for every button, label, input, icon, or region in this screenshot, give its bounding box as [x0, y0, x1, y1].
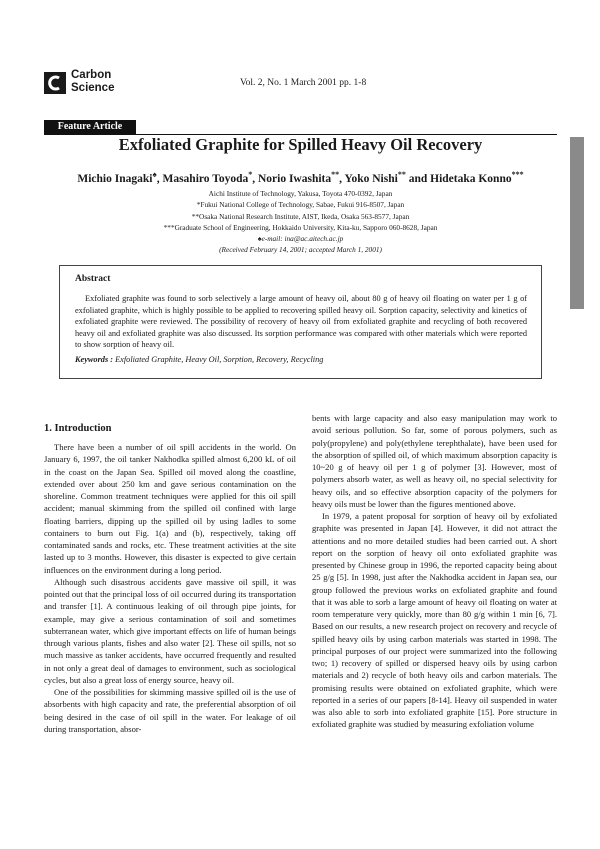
keywords-list: Exfoliated Graphite, Heavy Oil, Sorption, Recovery, Recycling: [115, 355, 324, 364]
paragraph: In 1979, a patent proposal for sorption of heavy oil by exfoliated graphite was presented in Japan [4]. However, it did not attract the attentions and no more detailed studies had been carried out. A short report on the sorption of heavy oil onto exfoliated graphite was presented by Chinese group in 1996, the reported capacity being about 25 g/g [5]. In 1998, just after the Nakhodka accident in Japan sea, our group followed the previous works on exfoliated graphite and found that it was able to sorb a large amount of heavy oil floating on water at room temperature very quickly, more than 80 g/g within 1 min [6, 7]. Based on our results, a new research project on recovery and recycle of spilled heavy oils by using carbon materials was started in 1998. The principal purposes of our project were summarized into the following two; 1) recovery of spilled or dispersed heavy oils by using carbon materials and 2) recycle of both heavy oils and carbon materials. The promising results were obtained on exfoliated graphite, which were reported in a series of our papers [8-14]. Heavy oil suspended in water was also able to sorb into exfoliated graphite [15]. Pore structure in exfoliated graphite was studied by measuring exfoliation volume: [312, 511, 557, 730]
author-name: Masahiro Toyoda: [162, 172, 249, 185]
section-heading: 1. Introduction: [44, 423, 112, 434]
paragraph: One of the possibilities for skimming massive spilled oil is the use of absorbents with high capacity and rate, the preferential absorption of oil being desired in the case of oil spill in the water. For leakage of oil during transportation, absor-: [44, 687, 296, 734]
abstract-heading: Abstract: [75, 274, 111, 284]
paragraph: Although such disastrous accidents gave massive oil spill, it was pointed out that the principal loss of oil occurred during its transportation and transfer [1]. A continuous leaking of oil through pipe joints, for example, may give a serious contamination of soil and sometimes subterranean water, which give important effects on life of human beings through various plants, fishes and also water [2]. These oil spills, not so much massive as tanker accidents, have occurred frequently and resulted in not only a great deal of damages to environment, such as sociological cycles, but also a great loss of energy source, heavy oil.: [44, 576, 296, 685]
author-name: Michio Inagaki: [77, 172, 153, 185]
received-dates: (Received February 14, 2001; accepted March 1, 2001): [219, 245, 382, 255]
contact-email-line: [44, 233, 557, 244]
authors-and: and: [405, 172, 431, 185]
carbon-science-logo-icon: [44, 72, 66, 94]
author-name: Hidetaka Konno: [430, 172, 512, 185]
affiliation: ***Graduate School of Engineering, Hokkaido University, Kita-ku, Sapporo 060-8628, Japan: [163, 222, 438, 232]
author-list: Michio Inagaki♠, Masahiro Toyoda*, Norio Iwashita**, Yoko Nishi** and Hidetaka Konno***: [77, 170, 524, 185]
side-tab-marker: [570, 137, 584, 309]
email-label: e-mail:: [261, 234, 285, 244]
author-name: Yoko Nishi: [344, 172, 398, 185]
abstract-body: Exfoliated graphite was found to sorb selectively a large amount of heavy oil, about 80 g of heavy oil floating on water per 1 g of exfoliated graphite, which is highly possible to be applied to recovering spilled heavy oil. Sorption capacity, selectivity and kinetics of exfoliated graphite were reviewed. The possibility of recovery of heavy oil from exfoliated graphite and recycling of both recovered heavy oil and exfoliated graphite was also discussed. Its sorption performance was compared with other materials which were reported to show sorption of heavy oil.: [75, 294, 527, 349]
author-name: Norio Iwashita: [257, 172, 332, 185]
email-mark: ♠: [257, 234, 262, 244]
journal-logo: [44, 69, 114, 95]
journal-name: [71, 69, 114, 95]
left-column: [44, 441, 296, 735]
keywords: [75, 354, 527, 365]
keywords-label: Keywords :: [75, 355, 116, 364]
author-mark: *: [248, 170, 253, 179]
email-address[interactable]: ina@ac.aitech.ac.jp: [284, 234, 344, 244]
journal-name-line2: Science: [71, 82, 115, 94]
author-mark: ♠: [152, 170, 157, 179]
affiliation: *Fukui National College of Technology, Sabae, Fukui 916-8507, Japan: [196, 200, 405, 210]
paragraph: There have been a number of oil spill accidents in the world. On January 6, 1997, the oil tanker Nakhodka spilled almost 6,200 kL of oil in the coast on the Japan Sea. Spilled oil moved along the coastline, extended over about 250 km and gave serious contamination on the shoreline. Common treatment techniques were applied for this oil spill accident; manual skimming from the spilled oil confined with large floating barriers, dipping up the spilled oil by using ladles to some containers to burn out Fig. 1(a) and (b), respectively, taking off contaminated sands and rocks, etc. These treatment activities at the site lasted up to 3 months. However, this disaster is expected to give certain influences on the environment during a long period.: [44, 442, 296, 575]
affiliation: **Osaka National Research Institute, AIST, Ikeda, Osaka 563-8577, Japan: [191, 211, 410, 221]
right-column: [312, 412, 557, 731]
affiliation: Aichi Institute of Technology, Yakusa, Toyota 470-0392, Japan: [208, 189, 393, 198]
affiliations: [44, 188, 557, 256]
author-mark: ***: [511, 170, 524, 179]
author-mark: **: [397, 170, 406, 179]
feature-label: Feature Article: [57, 121, 123, 132]
paragraph: bents with large capacity and also easy manipulation may work to avoid serious pollution. So far, some of porous polymers, such as poly(propylene) and poly(ethylene terephthalate), have been used for the absorption of spilled oil, of which maximum absorption capacity is 10~20 g of heavy oil per 1 g of polymer [3]. However, most of polymers absorb water, as well as heavy oil, no special selectivity for heavy oils, and so effective absorption capacity of the polymers for heavy oils must be lower than the figures mentioned above.: [312, 413, 557, 509]
journal-reference: Vol. 2, No. 1 March 2001 pp. 1-8: [240, 78, 367, 88]
author-mark: **: [331, 170, 340, 179]
journal-name-line1: Carbon: [71, 69, 112, 81]
article-title: Exfoliated Graphite for Spilled Heavy Oil Recovery: [118, 135, 483, 154]
